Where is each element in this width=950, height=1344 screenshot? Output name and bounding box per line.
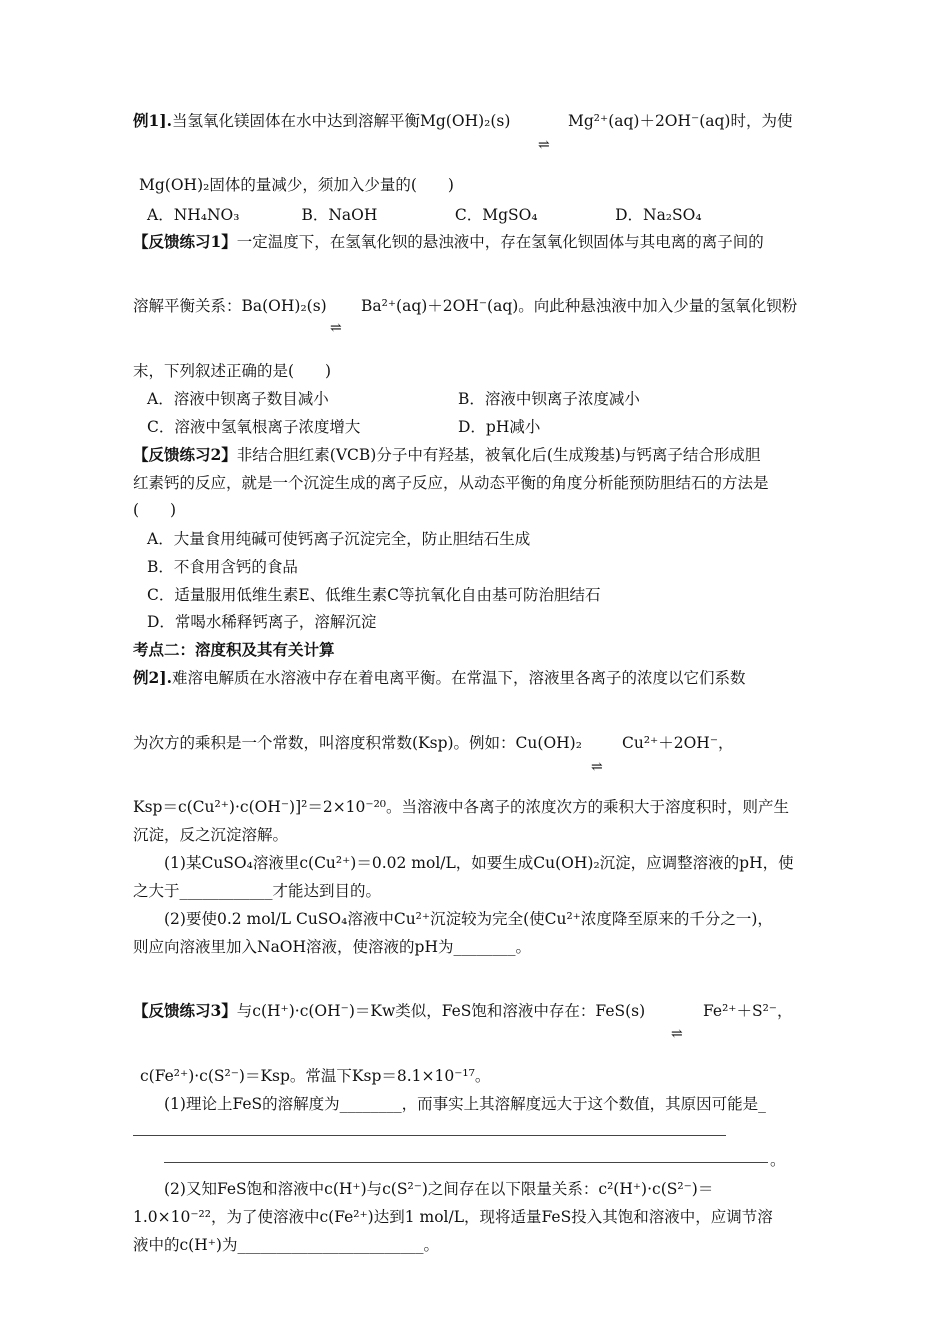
example-2-line-4: 沉淀，反之沉淀溶解。: [133, 826, 289, 844]
feedback-2-line-1: 【反馈练习2】非结合胆红素(VCB)分子中有羟基，被氧化后(生成羧基)与钙离子结合形成胆: [133, 445, 761, 464]
answer-blank-line[interactable]: [164, 1162, 768, 1163]
feedback-2-option-a: A．大量食用纯碱可使钙离子沉淀完全，防止胆结石生成: [147, 530, 531, 548]
feedback-2-option-c: C．适量服用低维生素E、低维生素C等抗氧化自由基可防治胆结石: [147, 586, 601, 604]
feedback-label: 【反馈练习2】: [133, 445, 237, 464]
feedback-label: 【反馈练习3】: [133, 1001, 237, 1020]
feedback-1-option-c: C．溶液中氢氧根离子浓度增大: [147, 418, 361, 436]
example-label: 例2].: [133, 668, 173, 687]
equilibrium-arrow-icon: ⇌: [671, 1026, 683, 1042]
example-label: 例1].: [133, 111, 173, 130]
feedback-1-line-3: 末，下列叙述正确的是( ): [133, 362, 332, 380]
feedback-2-line-2: 红素钙的反应，就是一个沉淀生成的离子反应，从动态平衡的角度分析能预防胆结石的方法是: [133, 474, 769, 492]
feedback-1-line-1: 【反馈练习1】一定温度下，在氢氧化钡的悬浊液中，存在氢氧化钡固体与其电离的离子间的: [133, 232, 764, 251]
feedback-label: 【反馈练习1】: [133, 232, 237, 251]
equilibrium-arrow-icon: ⇌: [538, 137, 550, 153]
feedback-2-option-b: B．不食用含钙的食品: [147, 558, 298, 576]
feedback-1-line-2: 溶解平衡关系：Ba(OH)₂(s): [133, 297, 327, 315]
example-1-options: A．NH₄NO₃ B．NaOH C．MgSO₄ D．Na₂SO₄: [147, 206, 702, 224]
feedback-3-line-1-right: Fe²⁺＋S²⁻，: [703, 1002, 793, 1020]
example-2-line-1: 例2].难溶电解质在水溶液中存在着电离平衡。在常温下，溶液里各离子的浓度以它们系数: [133, 668, 746, 687]
equilibrium-arrow-icon: ⇌: [330, 320, 342, 336]
example-1-line-2: Mg(OH)₂固体的量减少，须加入少量的( ): [139, 176, 454, 194]
example-1-line-1-right: Mg²⁺(aq)＋2OH⁻(aq)时，为使: [568, 112, 793, 130]
feedback-1-line-2-right: Ba²⁺(aq)＋2OH⁻(aq)。向此种悬浊液中加入少量的氢氧化钡粉: [361, 297, 798, 315]
example-2-q1-line-1: (1)某CuSO₄溶液里c(Cu²⁺)＝0.02 mol/L，如要生成Cu(OH)₂沉淀，应调整溶液的pH，使: [164, 854, 794, 872]
feedback-3-q2-line-3: 液中的c(H⁺)为________________________。: [133, 1236, 439, 1254]
example-2-line-2: 为次方的乘积是一个常数，叫溶度积常数(Ksp)。例如：Cu(OH)₂: [133, 734, 582, 752]
example-2-q1-line-2: 之大于____________才能达到目的。: [133, 882, 382, 900]
section-title: 考点二：溶度积及其有关计算: [133, 640, 335, 659]
equilibrium-arrow-icon: ⇌: [591, 759, 603, 775]
feedback-3-line-1: 【反馈练习3】与c(H⁺)·c(OH⁻)＝Kw类似，FeS饱和溶液中存在：FeS(s): [133, 1001, 646, 1020]
example-2-line-2-right: Cu²⁺＋2OH⁻，: [622, 734, 734, 752]
feedback-3-q1: (1)理论上FeS的溶解度为________，而事实上其溶解度远大于这个数值，其原因可能是_: [164, 1095, 766, 1113]
example-2-line-3: Ksp＝c(Cu²⁺)·c(OH⁻)]²＝2×10⁻²⁰。当溶液中各离子的浓度次方的乘积大于溶度积时，则产生: [133, 798, 790, 816]
feedback-1-option-a: A．溶液中钡离子数目减小: [147, 390, 329, 408]
example-2-q2-line-2: 则应向溶液里加入NaOH溶液，使溶液的pH为________。: [133, 938, 531, 956]
feedback-1-option-d: D．pH减小: [458, 418, 541, 436]
feedback-3-line-2: c(Fe²⁺)·c(S²⁻)＝Ksp。常温下Ksp＝8.1×10⁻¹⁷。: [140, 1067, 491, 1085]
feedback-3-q1-end: 。: [770, 1151, 786, 1169]
example-1-line-1: 例1].当氢氧化镁固体在水中达到溶解平衡Mg(OH)₂(s): [133, 111, 511, 130]
feedback-3-q2-line-2: 1.0×10⁻²²，为了使溶液中c(Fe²⁺)达到1 mol/L，现将适量FeS投入其饱和溶液中，应调节溶: [133, 1208, 773, 1226]
answer-blank-line[interactable]: [133, 1135, 726, 1136]
feedback-2-option-d: D．常喝水稀释钙离子，溶解沉淀: [147, 613, 377, 631]
feedback-1-option-b: B．溶液中钡离子浓度减小: [458, 390, 640, 408]
feedback-3-q2-line-1: (2)又知FeS饱和溶液中c(H⁺)与c(S²⁻)之间存在以下限量关系：c²(H⁺)·c(S²⁻)＝: [164, 1180, 714, 1198]
feedback-2-line-3: ( ): [133, 501, 177, 519]
example-2-q2-line-1: (2)要使0.2 mol/L CuSO₄溶液中Cu²⁺沉淀较为完全(使Cu²⁺浓度降至原来的千分之一)，: [164, 910, 773, 928]
